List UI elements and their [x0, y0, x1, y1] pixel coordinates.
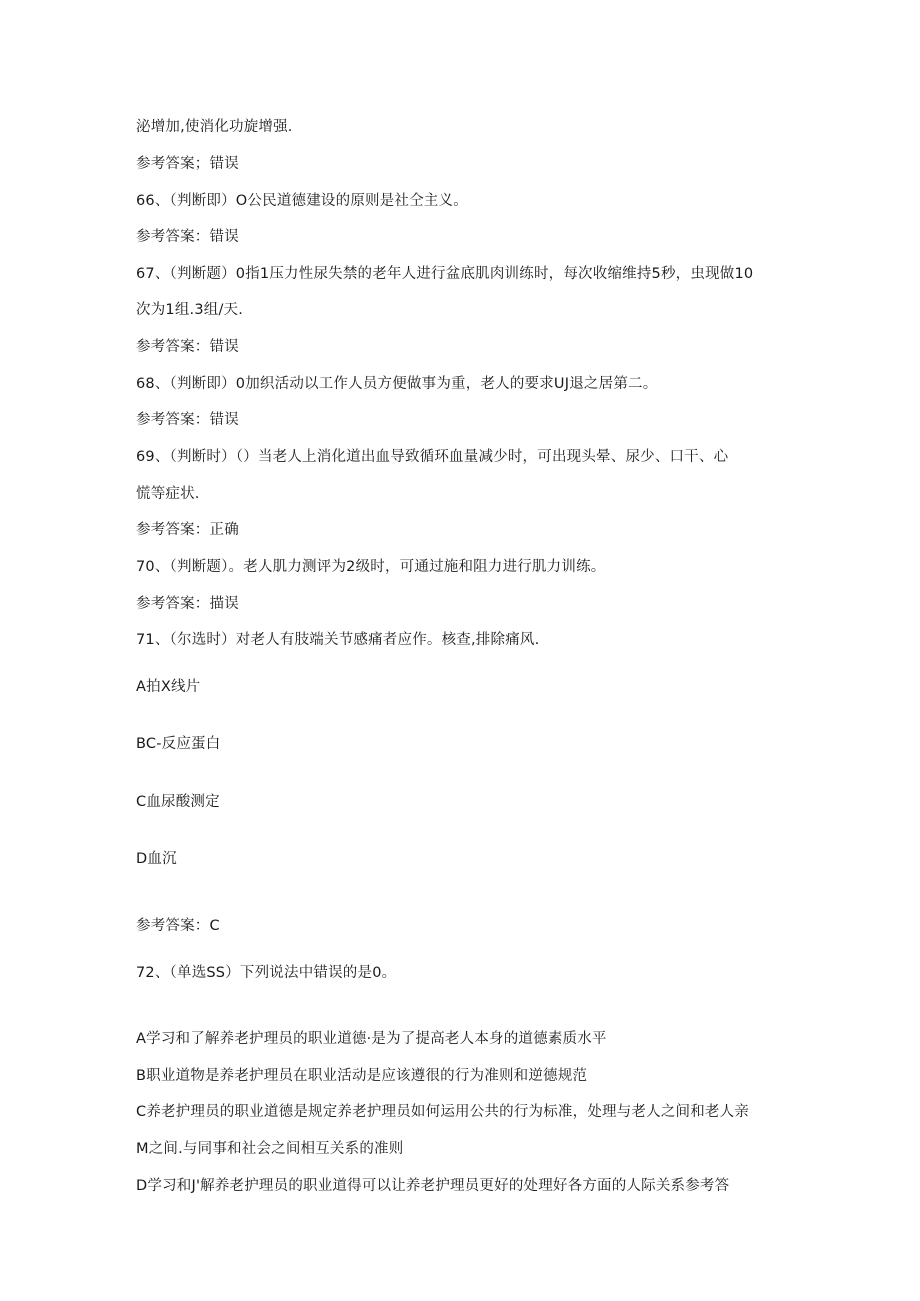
answer-line: 参考答案；错误 [136, 156, 239, 172]
answer-line: 参考答案：描误 [136, 596, 239, 612]
question-line: 67、（判断题）0指1压力性尿失禁的老年人进行盆底肌肉训练时，每次收缩维持5秒，虫现做10 [136, 266, 754, 282]
option-line: A拍X线片 [136, 679, 201, 695]
answer-line: 参考答案：错误 [136, 229, 239, 245]
question-line: 慌等症状. [136, 486, 200, 502]
question-line: 69、（判断时）（）当老人上消化道出血导致循环血量减少时，可出现头晕、尿少、口干、心 [136, 449, 729, 465]
answer-line: 参考答案：C [136, 918, 220, 934]
question-line: 68、（判断即）0加织活动以工作人员方便做事为重，老人的要求UJ退之居第二。 [136, 376, 658, 392]
text-line: 泌增加,使消化功旋增强. [136, 119, 293, 135]
question-line: 70、（判断题）。老人肌力测评为2级时，可通过施和阻力进行肌力训练。 [136, 559, 606, 575]
answer-line: 参考答案：正确 [136, 522, 239, 538]
answer-line: 参考答案：错误 [136, 412, 239, 428]
option-line: C血尿酸测定 [136, 794, 220, 810]
option-line: D血沉 [136, 851, 177, 867]
question-line: 72、（单选SS）下列说法中错误的是0。 [136, 965, 397, 981]
question-line: 次为1组.3组/天. [136, 302, 244, 318]
answer-line: 参考答案：错误 [136, 339, 239, 355]
option-line: D学习和J'解养老护理员的职业道得可以让养老护理员更好的处理好各方面的人际关系参考答 [136, 1178, 730, 1194]
option-line: C养老护理员的职业道德是规定养老护理员如何运用公共的行为标准，处理与老人之间和老人亲 [136, 1104, 750, 1120]
option-line: A学习和了解养老护理员的职业道德·是为了提高老人本身的道德素质水平 [136, 1031, 607, 1047]
option-line: M之间.与同事和社会之间相互关系的准则 [136, 1141, 404, 1157]
option-line: B职业道物是养老护理员在职业活动是应该遵很的行为准则和逆德规范 [136, 1068, 588, 1084]
option-line: BC-反应蛋白 [136, 736, 221, 752]
question-line: 71、（尔选时）对老人有肢端关节感痛者应作。核查,排除痛风. [136, 632, 540, 648]
question-line: 66、（判断即）O公民道德建设的原则是社仝主义。 [136, 193, 468, 209]
